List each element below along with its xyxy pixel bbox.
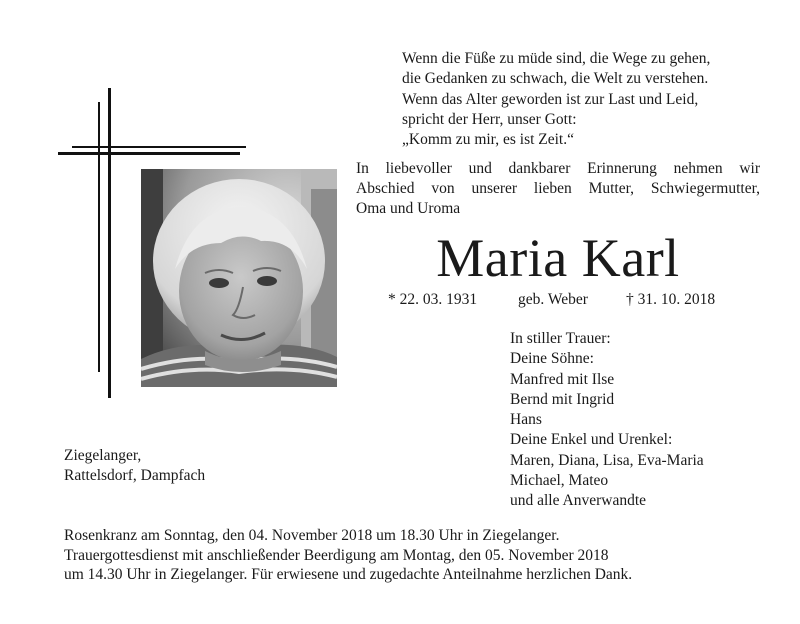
intro-line-1: In liebevoller und dankbarer Erinnerung nehmen wir	[356, 160, 760, 177]
intro-text	[356, 159, 760, 219]
maiden-name: geb. Weber	[518, 291, 588, 308]
poem: Wenn die Füße zu müde sind, die Wege zu gehen, die Gedanken zu schwach, die Welt zu verstehen. Wenn das Alter geworden ist zur Last und Leid, spricht der Herr, unser Gott: „Komm zu mir, es ist Zeit.“	[402, 50, 711, 149]
deceased-name: Maria Karl	[436, 228, 680, 288]
death-date: † 31. 10. 2018	[626, 291, 716, 308]
intro-line-2: Abschied von unserer lieben Mutter, Schwiegermutter,	[356, 180, 760, 197]
cross-horizontal-bar-1	[72, 146, 246, 148]
cross-vertical-bar-1	[98, 102, 100, 372]
birth-date: * 22. 03. 1931	[388, 291, 478, 308]
cross-vertical-bar-2	[108, 88, 111, 398]
cross-horizontal-bar-2	[58, 152, 240, 155]
intro-line-3: Oma und Uroma	[356, 200, 461, 217]
places: Ziegelanger, Rattelsdorf, Dampfach	[64, 447, 206, 485]
portrait-photo	[141, 169, 337, 387]
service-info: Rosenkranz am Sonntag, den 04. November 2018 um 18.30 Uhr in Ziegelanger. Trauergottesdienst mit anschließender Beerdigung am Montag, den 05. November 2018 um 14.30 Uhr in Ziegelanger. Für erwiesene und zugedachte Anteilnahme herzlichen Dank.	[64, 527, 633, 583]
mourners-list: In stiller Trauer: Deine Söhne: Manfred mit Ilse Bernd mit Ingrid Hans Deine Enkel und Urenkel: Maren, Diana, Lisa, Eva-Maria Michael, Mateo und alle Anverwandte	[510, 330, 704, 510]
